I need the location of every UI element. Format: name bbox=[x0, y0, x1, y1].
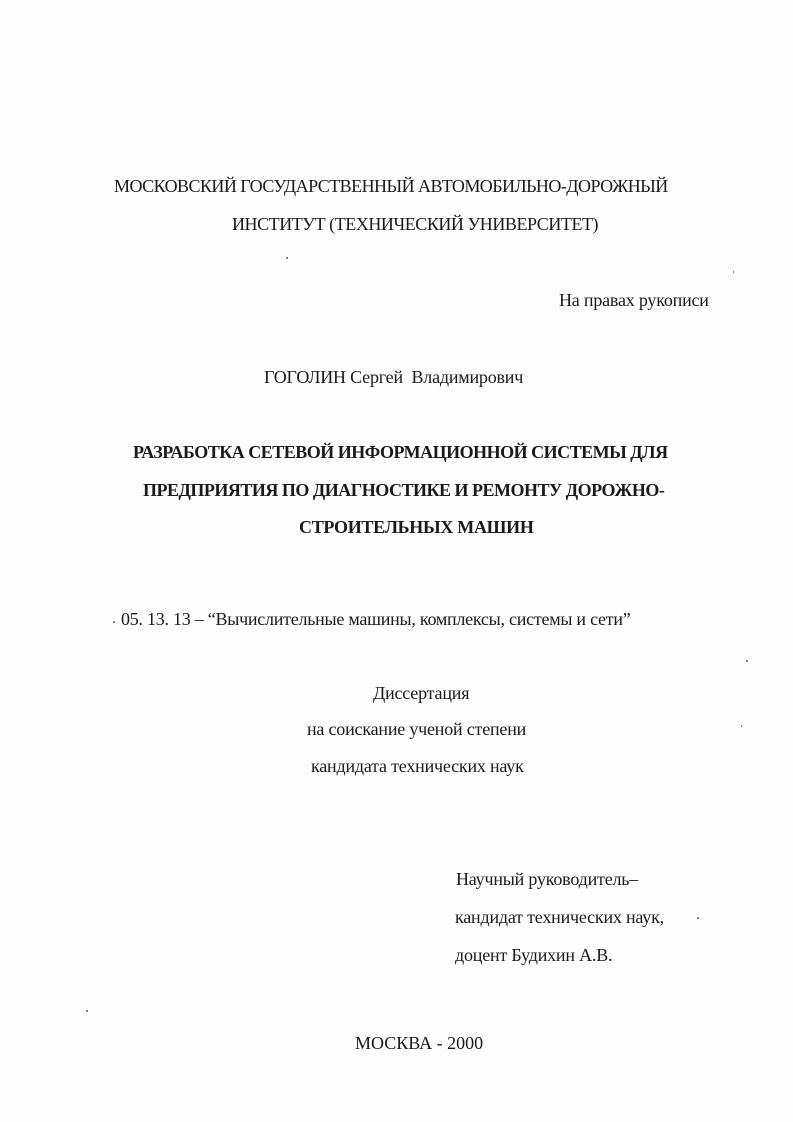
thesis-title-line-3: СТРОИТЕЛЬНЫХ МАШИН bbox=[299, 517, 534, 537]
institution-line-1: МОСКОВСКИЙ ГОСУДАРСТВЕННЫЙ АВТОМОБИЛЬНО-ДОРОЖНЫЙ bbox=[114, 176, 668, 196]
manuscript-note: На правах рукописи bbox=[559, 290, 709, 310]
institution-line-2: ИНСТИТУТ (ТЕХНИЧЕСКИЙ УНИВЕРСИТЕТ) bbox=[232, 214, 599, 234]
degree-line-1: Диссертация bbox=[373, 683, 470, 703]
scan-speck bbox=[741, 725, 742, 727]
scan-speck bbox=[86, 1010, 88, 1012]
scan-speck bbox=[746, 660, 748, 662]
scan-speck bbox=[286, 257, 288, 259]
supervisor-line-2: кандидат технических наук, bbox=[455, 907, 664, 927]
thesis-title-line-2: ПРЕДПРИЯТИЯ ПО ДИАГНОСТИКЕ И РЕМОНТУ ДОРОЖНО- bbox=[143, 480, 665, 500]
specialty-code: 05. 13. 13 – “Вычислительные машины, комплексы, системы и сети” bbox=[121, 609, 631, 629]
city-year: МОСКВА - 2000 bbox=[355, 1033, 484, 1053]
degree-line-2: на соискание ученой степени bbox=[307, 719, 527, 739]
author-name: ГОГОЛИН Сергей Владимирович bbox=[264, 367, 524, 387]
scan-speck bbox=[113, 621, 115, 623]
supervisor-line-3: доцент Будихин А.В. bbox=[455, 945, 613, 965]
degree-line-3: кандидата технических наук bbox=[311, 756, 524, 776]
thesis-title-line-1: РАЗРАБОТКА СЕТЕВОЙ ИНФОРМАЦИОННОЙ СИСТЕМЫ ДЛЯ bbox=[133, 442, 668, 462]
scan-speck bbox=[733, 271, 734, 273]
scan-speck bbox=[697, 917, 699, 919]
supervisor-line-1: Научный руководитель– bbox=[456, 869, 639, 889]
